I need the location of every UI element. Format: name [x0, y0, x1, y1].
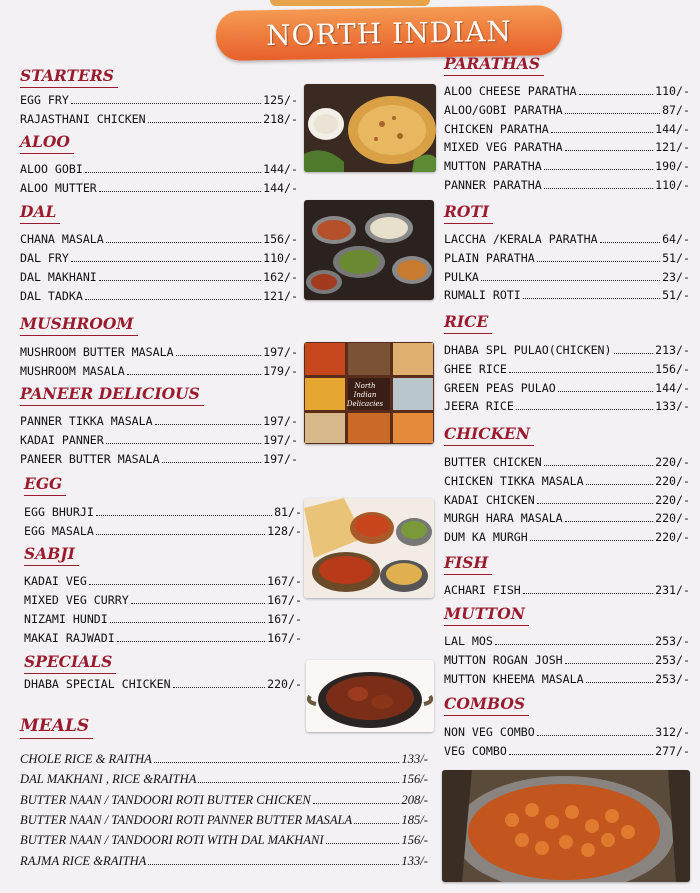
section-heading-paneer-delicious: PANEER DELICIOUS [20, 384, 200, 403]
dot-leader [530, 533, 653, 542]
item-price: 156/- [401, 833, 428, 848]
menu-item [444, 744, 690, 758]
dot-leader [176, 347, 262, 356]
item-name: MIXED VEG PARATHA [444, 140, 563, 155]
item-name: EGG FRY [20, 93, 69, 107]
item-price: 144/- [263, 162, 298, 176]
menu-item [444, 653, 690, 667]
menu-item [20, 162, 298, 176]
item-name: PANNER PARATHA [444, 178, 542, 192]
collage-label: North Indian Delicacies [346, 382, 384, 408]
item-price: 197/- [263, 414, 298, 428]
item-name: LACCHA /KERALA PARATHA [444, 232, 598, 246]
section-heading-chicken: CHICKEN [444, 424, 531, 443]
menu-item [444, 140, 690, 154]
dot-leader [565, 143, 653, 152]
item-price: 81/- [274, 505, 302, 519]
menu-item [20, 452, 298, 466]
item-price: 253/- [655, 634, 690, 648]
menu-item [444, 474, 690, 488]
menu-item [444, 725, 690, 739]
item-price: 162/- [263, 270, 298, 284]
item-name: RAJMA RICE &RAITHA [20, 853, 147, 868]
item-name: MUSHROOM BUTTER MASALA [20, 345, 174, 359]
dot-leader [99, 272, 261, 281]
dot-leader [96, 526, 265, 535]
menu-item [20, 833, 428, 848]
item-name: LAL MOS [444, 634, 493, 648]
item-price: 220/- [655, 530, 690, 545]
menu-item [444, 343, 690, 357]
dot-leader [558, 383, 653, 392]
item-price: 213/- [655, 343, 690, 357]
item-name: MIXED VEG CURRY [24, 593, 129, 607]
dot-leader [565, 514, 653, 523]
dot-leader [110, 614, 265, 623]
item-name: ALOO/GOBI PARATHA [444, 102, 563, 117]
section-heading-combos: COMBOS [444, 694, 526, 713]
menu-item [444, 634, 690, 648]
item-price: 110/- [655, 84, 690, 98]
menu-item [20, 854, 428, 869]
item-name: DUM KA MURGH [444, 530, 528, 545]
item-price: 144/- [655, 121, 690, 136]
item-name: ALOO CHEESE PARATHA [444, 84, 577, 98]
dot-leader [565, 105, 660, 114]
item-price: 144/- [263, 181, 298, 195]
item-name: DAL TADKA [20, 289, 83, 303]
dot-leader [85, 291, 261, 300]
dot-leader [96, 507, 272, 516]
item-price: 179/- [263, 364, 298, 378]
item-price: 121/- [655, 140, 690, 155]
dot-leader [523, 291, 660, 300]
thali-photo [304, 200, 434, 300]
menu-item [20, 793, 428, 808]
dot-leader [509, 746, 653, 755]
item-name: KADAI CHICKEN [444, 492, 535, 507]
item-name: DAL MAKHANI , RICE &RAITHA [20, 772, 197, 787]
dot-leader [71, 95, 261, 104]
dot-leader [516, 402, 653, 411]
dot-leader [326, 835, 400, 844]
menu-item [444, 493, 690, 507]
dot-leader [198, 774, 399, 783]
item-name: ALOO GOBI [20, 162, 83, 176]
menu-item [20, 345, 298, 359]
item-price: 110/- [655, 178, 690, 192]
item-name: GHEE RICE [444, 361, 507, 376]
menu-item [20, 772, 428, 787]
item-price: 277/- [655, 743, 690, 758]
item-price: 144/- [655, 380, 690, 395]
menu-item [20, 289, 298, 303]
item-price: 197/- [263, 452, 298, 466]
item-name: MUTTON ROGAN JOSH [444, 652, 563, 667]
menu-item [20, 232, 298, 246]
item-price: 220/- [655, 455, 690, 469]
dot-leader [127, 366, 261, 375]
item-name: DAL MAKHANI [20, 270, 97, 284]
menu-item [20, 364, 298, 378]
section-heading-fish: FISH [444, 553, 489, 572]
menu-item [444, 251, 690, 265]
section-heading-mutton: MUTTON [444, 604, 525, 623]
menu-item [20, 813, 428, 828]
item-name: DAL FRY [20, 251, 69, 265]
section-heading-dal: DAL [20, 202, 57, 221]
item-name: BUTTER CHICKEN [444, 455, 542, 469]
dot-leader [148, 855, 399, 864]
menu-item [444, 362, 690, 376]
menu-item [444, 122, 690, 136]
dot-leader [155, 416, 261, 425]
dot-leader [354, 814, 399, 823]
item-name: DHABA SPECIAL CHICKEN [24, 677, 171, 691]
item-name: CHOLE RICE & RAITHA [20, 752, 152, 766]
dot-leader [523, 585, 653, 594]
menu-item [444, 84, 690, 98]
dot-leader [154, 754, 400, 763]
dot-leader [565, 655, 653, 664]
item-price: 220/- [655, 492, 690, 507]
dot-leader [614, 345, 654, 354]
item-name: VEG COMBO [444, 743, 507, 758]
dot-leader [537, 727, 653, 736]
dot-leader [495, 636, 653, 645]
section-heading-mushroom: MUSHROOM [20, 314, 134, 333]
dot-leader [579, 86, 653, 95]
section-heading-meals: MEALS [20, 716, 90, 736]
dot-leader [106, 234, 261, 243]
item-price: 121/- [263, 289, 298, 303]
dot-leader [509, 364, 653, 373]
item-name: CHANA MASALA [20, 232, 104, 246]
item-name: MUSHROOM MASALA [20, 364, 125, 378]
dot-leader [586, 674, 653, 683]
item-name: GREEN PEAS PULAO [444, 380, 556, 395]
dot-leader [551, 124, 653, 133]
menu-item [24, 631, 302, 645]
item-price: 197/- [263, 433, 298, 447]
menu-item [20, 752, 428, 767]
kadai-photo [306, 660, 434, 732]
section-heading-parathas: PARATHAS [444, 54, 541, 73]
item-price: 231/- [655, 583, 690, 597]
dot-leader [313, 794, 400, 803]
item-name: ALOO MUTTER [20, 181, 97, 195]
item-price: 218/- [263, 112, 298, 126]
item-price: 51/- [662, 288, 690, 303]
menu-item [444, 583, 690, 597]
dot-leader [85, 164, 261, 173]
menu-item [444, 178, 690, 192]
item-price: 51/- [662, 250, 690, 265]
item-price: 190/- [655, 159, 690, 174]
north-indian-collage-photo [304, 342, 434, 444]
dot-leader [162, 454, 261, 463]
dot-leader [600, 234, 661, 243]
menu-item [24, 593, 302, 607]
item-price: 133/- [401, 853, 428, 868]
section-heading-starters: STARTERS [20, 66, 114, 85]
dot-leader [537, 495, 653, 504]
item-name: CHICKEN TIKKA MASALA [444, 473, 584, 488]
item-price: 133/- [401, 752, 428, 766]
item-price: 23/- [662, 269, 690, 284]
item-name: CHICKEN PARATHA [444, 121, 549, 136]
item-name: DHABA SPL PULAO(CHICKEN) [444, 343, 612, 357]
top-accent-bar [270, 0, 430, 6]
menu-item [444, 530, 690, 544]
menu-item [444, 103, 690, 117]
item-price: 167/- [267, 631, 302, 645]
item-price: 185/- [401, 812, 428, 827]
menu-item [444, 672, 690, 686]
item-price: 253/- [655, 671, 690, 686]
menu-item [24, 524, 302, 538]
title-banner [216, 5, 563, 61]
item-price: 312/- [655, 725, 690, 739]
section-heading-roti: ROTI [444, 202, 490, 221]
menu-item [24, 505, 302, 519]
menu-item [20, 433, 298, 447]
curries-photo [304, 498, 434, 598]
dot-leader [131, 595, 265, 604]
item-name: JEERA RICE [444, 399, 514, 414]
section-heading-rice: RICE [444, 312, 489, 331]
menu-item [20, 112, 298, 126]
item-price: 156/- [263, 232, 298, 246]
menu-item [444, 511, 690, 525]
menu-item [444, 288, 690, 302]
menu-item [444, 159, 690, 173]
item-name: MUTTON PARATHA [444, 159, 542, 174]
section-heading-aloo: ALOO [20, 132, 70, 151]
menu-item [20, 181, 298, 195]
item-name: MURGH HARA MASALA [444, 511, 563, 526]
item-name: PLAIN PARATHA [444, 250, 535, 265]
item-name: BUTTER NAAN / TANDOORI ROTI BUTTER CHICKEN [20, 792, 311, 807]
item-price: 253/- [655, 652, 690, 667]
item-name: ACHARI FISH [444, 583, 521, 597]
item-name: EGG BHURJI [24, 505, 94, 519]
menu-item [444, 381, 690, 395]
menu-item [24, 677, 302, 691]
item-name: MAKAI RAJWADI [24, 631, 115, 645]
item-price: 156/- [655, 361, 690, 376]
dot-leader [537, 253, 660, 262]
dot-leader [544, 180, 653, 189]
item-name: RAJASTHANI CHICKEN [20, 112, 146, 126]
item-name: NON VEG COMBO [444, 725, 535, 739]
item-price: 64/- [662, 232, 690, 246]
item-price: 128/- [267, 524, 302, 538]
item-price: 87/- [662, 102, 690, 117]
item-name: KADAI VEG [24, 574, 87, 588]
dot-leader [544, 162, 653, 171]
page-title: NORTH INDIAN [265, 14, 513, 52]
item-price: 197/- [263, 345, 298, 359]
item-name: BUTTER NAAN / TANDOORI ROTI PANNER BUTTER MASALA [20, 812, 353, 827]
item-price: 110/- [263, 251, 298, 265]
menu-item [20, 93, 298, 107]
item-price: 133/- [655, 399, 690, 414]
menu-item [444, 455, 690, 469]
dot-leader [117, 633, 265, 642]
menu-item [20, 270, 298, 284]
menu-item [444, 232, 690, 246]
item-name: EGG MASALA [24, 524, 94, 538]
chana-photo [442, 770, 690, 882]
section-heading-egg: EGG [24, 474, 63, 493]
menu-item [24, 574, 302, 588]
dot-leader [481, 272, 660, 281]
item-name: KADAI PANNER [20, 433, 104, 447]
dot-leader [586, 476, 653, 485]
paratha-photo [304, 84, 436, 172]
dot-leader [99, 183, 261, 192]
item-name: RUMALI ROTI [444, 288, 521, 303]
item-name: MUTTON KHEEMA MASALA [444, 671, 584, 686]
item-price: 167/- [267, 593, 302, 607]
item-name: PULKA [444, 269, 479, 284]
dot-leader [71, 253, 261, 262]
item-name: PANNER TIKKA MASALA [20, 414, 153, 428]
item-price: 156/- [401, 772, 428, 787]
menu-item [24, 612, 302, 626]
dot-leader [173, 679, 266, 688]
item-price: 167/- [267, 612, 302, 626]
item-price: 220/- [655, 511, 690, 526]
menu-item [20, 251, 298, 265]
item-name: PANEER BUTTER MASALA [20, 452, 160, 466]
item-price: 208/- [401, 792, 428, 807]
item-name: BUTTER NAAN / TANDOORI ROTI WITH DAL MAKHANI [20, 833, 324, 848]
dot-leader [544, 457, 653, 466]
section-heading-specials: SPECIALS [24, 652, 113, 671]
item-price: 220/- [267, 677, 302, 691]
menu-item [444, 399, 690, 413]
dot-leader [106, 435, 261, 444]
section-heading-sabji: SABJI [24, 544, 75, 563]
dot-leader [148, 114, 261, 123]
menu-item [20, 414, 298, 428]
item-price: 167/- [267, 574, 302, 588]
menu-item [444, 270, 690, 284]
item-name: NIZAMI HUNDI [24, 612, 108, 626]
item-price: 125/- [263, 93, 298, 107]
item-price: 220/- [655, 473, 690, 488]
dot-leader [89, 576, 265, 585]
